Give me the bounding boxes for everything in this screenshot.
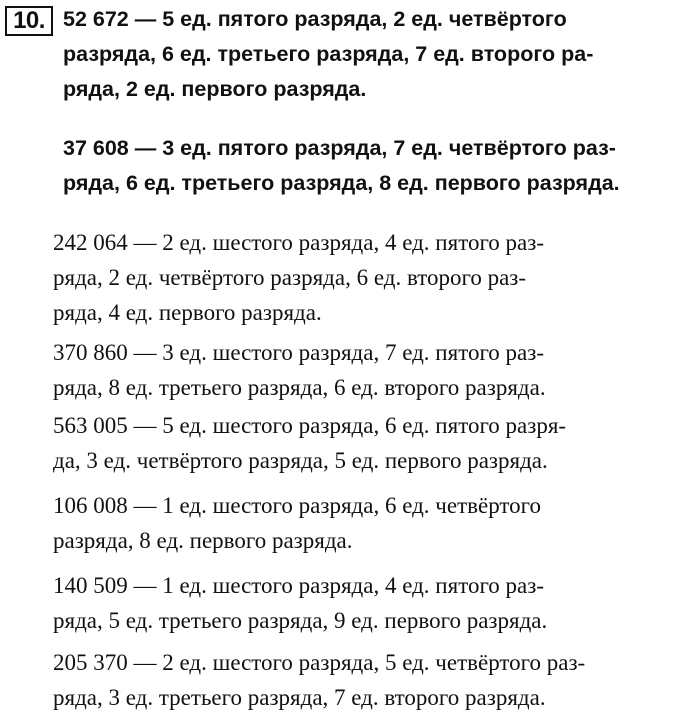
text-line: ряда, 4 ед. первого разряда. (53, 300, 322, 325)
text-line: разряда, 6 ед. третьего разряда, 7 ед. второго ра- (63, 42, 594, 66)
answer-paragraph-140509 (53, 568, 547, 638)
text-line: 563 005 — 5 ед. шестого разряда, 6 ед. пятого разря- (53, 413, 567, 438)
task-number-badge: 10. (5, 6, 53, 36)
answer-paragraph-37608 (63, 131, 620, 201)
answer-paragraph-370860 (53, 335, 546, 405)
text-line: разряда, 8 ед. первого разряда. (53, 528, 353, 553)
text-line: 370 860 — 3 ед. шестого разряда, 7 ед. пятого раз- (53, 340, 545, 365)
answer-paragraph-242064 (53, 225, 544, 330)
text-line: ряда, 5 ед. третьего разряда, 9 ед. первого разряда. (53, 608, 548, 633)
answer-paragraph-563005 (53, 408, 566, 478)
text-line: ряда, 2 ед. первого разряда. (63, 77, 367, 101)
text-line: 37 608 — 3 ед. пятого разряда, 7 ед. четвёртого раз- (63, 136, 616, 160)
text-line: ряда, 8 ед. третьего разряда, 6 ед. второго разряда. (53, 375, 546, 400)
text-line: ряда, 3 ед. третьего разряда, 7 ед. второго разряда. (53, 685, 546, 710)
text-line: 140 509 — 1 ед. шестого разряда, 4 ед. пятого раз- (53, 573, 545, 598)
text-line: 242 064 — 2 ед. шестого разряда, 4 ед. пятого раз- (53, 230, 545, 255)
text-line: 106 008 — 1 ед. шестого разряда, 6 ед. четвёртого (53, 493, 542, 518)
text-line: ряда, 2 ед. четвёртого разряда, 6 ед. второго раз- (53, 265, 527, 290)
text-line: да, 3 ед. четвёртого разряда, 5 ед. первого разряда. (53, 448, 548, 473)
answer-paragraph-106008 (53, 488, 541, 558)
text-line: 52 672 — 5 ед. пятого разряда, 2 ед. четвёртого (63, 7, 567, 31)
answer-paragraph-205370 (53, 645, 585, 715)
answer-paragraph-52672 (63, 2, 593, 107)
text-line: 205 370 — 2 ед. шестого разряда, 5 ед. четвёртого раз- (53, 650, 586, 675)
text-line: ряда, 6 ед. третьего разряда, 8 ед. первого разряда. (63, 171, 620, 195)
